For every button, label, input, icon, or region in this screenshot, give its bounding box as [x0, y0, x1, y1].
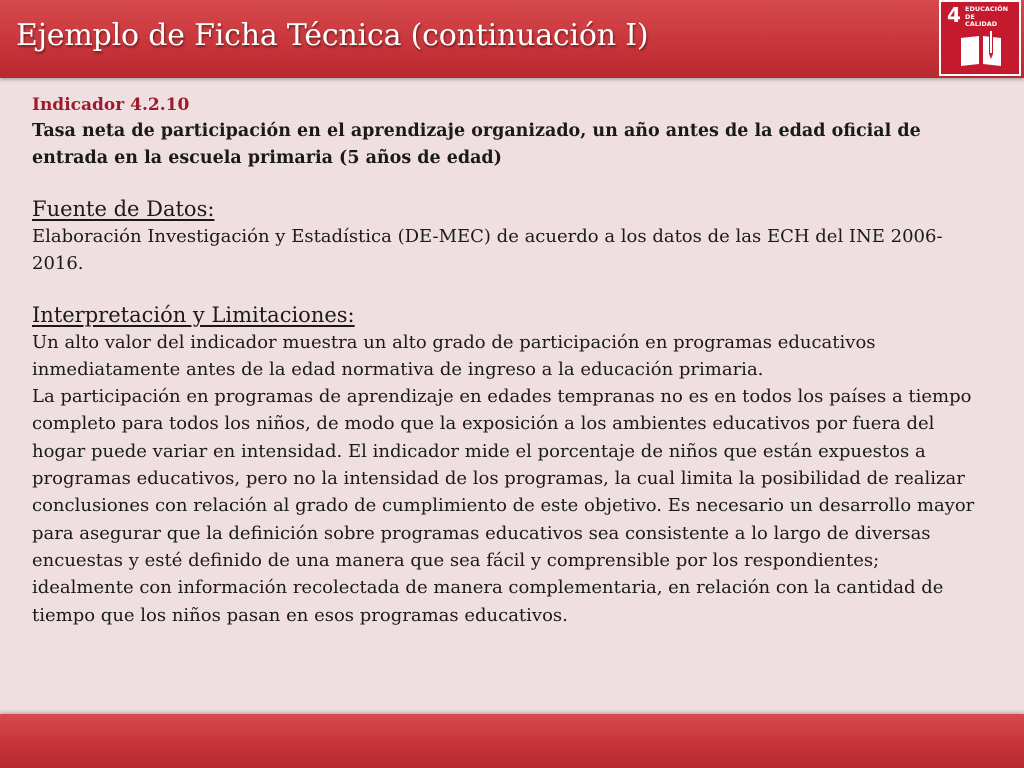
sources-heading: Fuente de Datos: [32, 197, 215, 221]
footer-bar [0, 714, 1024, 768]
sources-text: Elaboración Investigación y Estadística (DE-MEC) de acuerdo a los datos de las ECH del INE 2006-2016. [32, 226, 943, 275]
indicator-name: Tasa neta de participación en el aprendizaje organizado, un año antes de la edad oficial de entrada en la escuela primaria (5 años de edad) [32, 121, 921, 168]
sdg-4-badge [939, 0, 1021, 76]
book-pencil-icon [959, 30, 1005, 70]
sdg-number: 4 [947, 3, 961, 27]
slide-content [32, 92, 982, 629]
sdg-label: EDUCACIÓN DE CALIDAD [965, 5, 1009, 28]
slide-title: Ejemplo de Ficha Técnica (continuación I) [16, 18, 649, 53]
interpretation-heading: Interpretación y Limitaciones: [32, 302, 355, 327]
title-bar [0, 0, 1024, 78]
interpretation-paragraph-2: La participación en programas de aprendizaje en edades tempranas no es en todos los países a tiempo completo para todos los niños, de modo que la exposición a los ambientes educativos por fuera del hogar puede variar en intensidad. El indicador mide el porcentaje de niños que están expuestos a programas educativos, pero no la intensidad de los programas, la cual limita la posibilidad de realizar conclusiones con relación al grado de cumplimiento de este objetivo. Es necesario un desarrollo mayor para asegurar que la definición sobre programas educativos sea consistente a lo largo de diversas encuestas y esté definido de una manera que sea fácil y comprensible por los respondientes; idealmente con información recolectada de manera complementaria, en relación con la cantidad de tiempo que los niños pasan en esos programas educativos. [32, 386, 975, 626]
indicator-id: Indicador 4.2.10 [32, 95, 190, 115]
interpretation-paragraph-1: Un alto valor del indicador muestra un alto grado de participación en programas educativos inmediatamente antes de la edad normativa de ingreso a la educación primaria. [32, 331, 876, 380]
